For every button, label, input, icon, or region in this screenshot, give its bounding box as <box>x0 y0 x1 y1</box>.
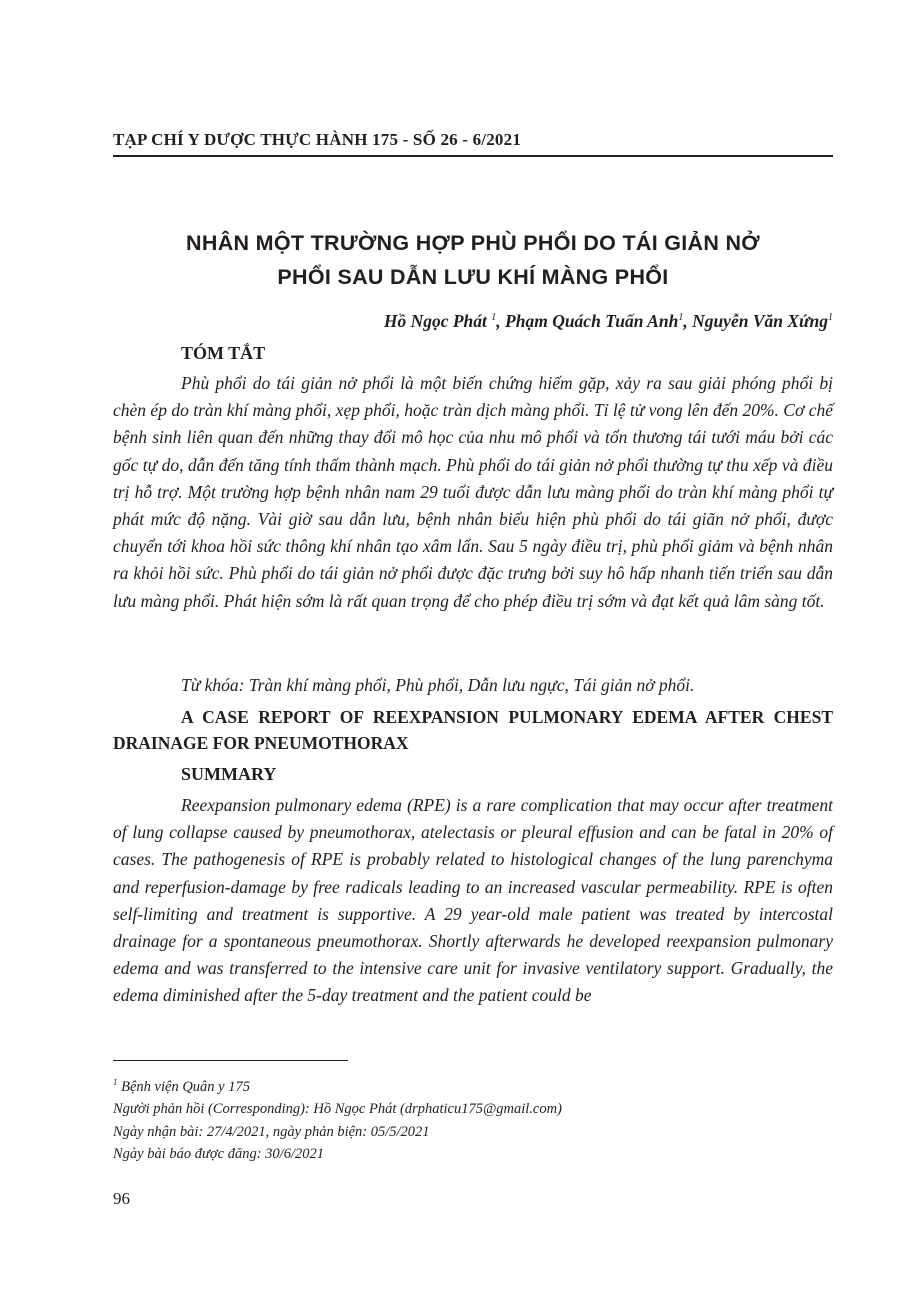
affiliation-marker: 1 <box>113 1077 118 1087</box>
summary-heading: SUMMARY <box>181 764 277 784</box>
journal-header: TẠP CHÍ Y DƯỢC THỰC HÀNH 175 - SỐ 26 - 6/2021 <box>113 130 522 149</box>
page-number: 96 <box>113 1189 130 1208</box>
footnote-affiliation <box>113 1071 833 1098</box>
footnotes <box>113 1071 833 1166</box>
author-separator: , <box>683 311 693 331</box>
vi-keywords: Từ khóa: Tràn khí màng phổi, Phù phổi, Dẫn lưu ngực, Tái giản nở phổi. <box>181 675 695 695</box>
affiliation-marker: 1 <box>491 312 497 324</box>
affiliation-marker: 1 <box>678 312 684 324</box>
footnote-corresponding: Người phản hồi (Corresponding): Hồ Ngọc Phát (drphaticu175@gmail.com) <box>113 1101 562 1118</box>
footnote-published: Ngày bài báo được đăng: 30/6/2021 <box>113 1146 324 1163</box>
affiliation-text: Bệnh viện Quân y 175 <box>117 1078 250 1095</box>
footnote-rule <box>113 1060 348 1061</box>
footnote-received: Ngày nhận bài: 27/4/2021, ngày phản biện: 05/5/2021 <box>113 1123 430 1140</box>
header-rule <box>113 155 833 157</box>
author-name: Phạm Quách Tuấn Anh <box>505 311 679 331</box>
author-list <box>384 311 833 332</box>
affiliation-marker: 1 <box>828 312 833 324</box>
vi-abstract-heading: TÓM TẮT <box>181 343 266 363</box>
author-name: Hồ Ngọc Phát <box>383 311 487 331</box>
article-title-line-2: PHỔI SAU DẪN LƯU KHÍ MÀNG PHỔI <box>277 265 669 289</box>
vi-abstract-text: Phù phổi do tái giản nở phổi là một biến chứng hiếm gặp, xảy ra sau giải phóng phổi bị chèn ép do tràn khí màng phổi, xẹp phổi, hoặc tràn dịch màng phổi. Tỉ lệ tử vong lên đến 20%. Cơ chế bệnh sinh liên quan đến những thay đổi mô học của nhu mô phổi và tổn thương tái tưới máu bởi các gốc tự do, dẫn đến tăng tính thấm thành mạch. Phù phổi do tái giản nở phổi thường tự thu xếp và điều trị hỗ trợ. Một trường hợp bệnh nhân nam 29 tuổi được dẫn lưu màng phổi do tràn khí màng phổi tự phát mức độ nặng. Vài giờ sau dẫn lưu, bệnh nhân biểu hiện phù phổi do tái giãn nở phổi, được chuyển tới khoa hồi sức thông khí nhân tạo xâm lấn. Sau 5 ngày điều trị, phù phổi giảm và bệnh nhân ra khỏi hồi sức. Phù phổi do tái giản nở phổi được đặc trưng bởi suy hô hấp nhanh tiến triển sau dẫn lưu màng phổi. Phát hiện sớm là rất quan trọng để cho phép điều trị sớm và đạt kết quả lâm sàng tốt. <box>113 373 833 611</box>
english-title: A CASE REPORT OF REEXPANSION PULMONARY EDEMA AFTER CHEST DRAINAGE FOR PNEUMOTHORAX <box>113 707 833 753</box>
article-title-line-1: NHÂN MỘT TRƯỜNG HỢP PHÙ PHỔI DO TÁI GIẢN NỞ <box>186 231 760 255</box>
summary-text: Reexpansion pulmonary edema (RPE) is a rare complication that may occur after treatment of lung collapse caused by pneumothorax, atelectasis or pleural effusion and can be fatal in 20% of cases. The pathogenesis of RPE is probably related to histological changes of the lung parenchyma and reperfusion-damage by free radicals leading to an increased vascular permeability. RPE is often self-limiting and treatment is supportive. A 29 year-old male patient was treated by intercostal drainage for a spontaneous pneumothorax. Shortly afterwards he developed reexpansion pulmonary edema and was transferred to the intensive care unit for invasive ventilatory support. Gradually, the edema diminished after the 5-day treatment and the patient could be <box>113 795 833 1006</box>
author-separator: , <box>496 311 506 331</box>
article-title <box>113 226 833 294</box>
author-name: Nguyễn Văn Xứng <box>692 311 828 331</box>
